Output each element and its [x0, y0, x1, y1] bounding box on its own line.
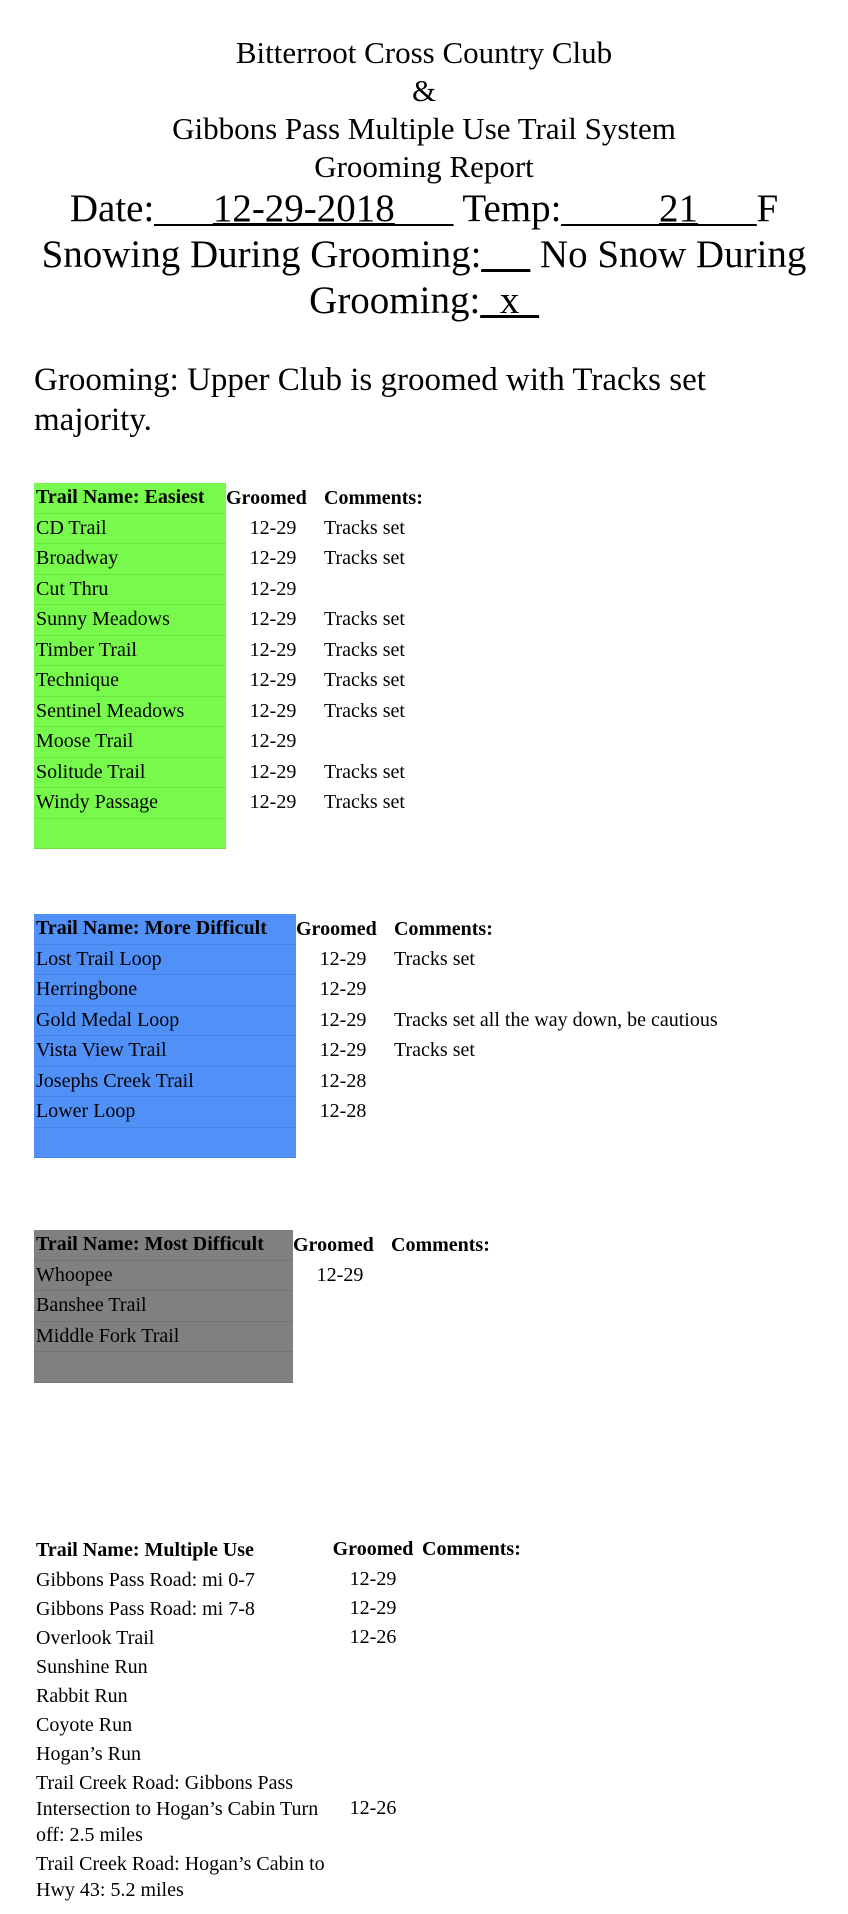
table-row — [34, 818, 423, 849]
most-difficult-rows — [34, 1260, 490, 1382]
table-row — [34, 1127, 718, 1158]
comment-cell: Tracks set — [324, 608, 405, 631]
comment-cell — [320, 574, 423, 605]
groomed-date-cell: 12-29 — [249, 577, 297, 600]
temp-value: 21 — [658, 187, 698, 230]
table-row — [34, 605, 423, 636]
table-row — [34, 544, 423, 575]
table-header-row — [34, 1230, 490, 1260]
trail-name-cell: Cut Thru — [34, 574, 226, 605]
table-row — [34, 1291, 490, 1322]
more-difficult-section — [34, 914, 718, 1158]
trail-name-cell — [34, 1127, 296, 1158]
comment-cell — [420, 1594, 521, 1623]
comment-cell — [320, 727, 423, 758]
groomed-date-cell — [293, 1321, 387, 1352]
groomed-date-cell: 12-29 — [319, 1039, 367, 1062]
trail-name-cell: Hogan’s Run — [36, 1742, 141, 1765]
club-name: Bitterroot Cross Country Club — [235, 35, 613, 70]
groomed-date-cell: 12-29 — [349, 1597, 397, 1619]
comment-cell — [387, 1291, 490, 1322]
groomed-header: Groomed — [296, 917, 377, 940]
snow-condition-line — [0, 232, 848, 324]
table-row — [34, 975, 718, 1006]
comments-header: Comments: — [324, 486, 423, 509]
comment-cell — [390, 975, 718, 1006]
trail-name-cell: Gold Medal Loop — [34, 1005, 296, 1036]
trail-name-cell: Vista View Trail — [34, 1036, 296, 1067]
trail-name-cell: Banshee Trail — [34, 1291, 293, 1322]
groomed-date-cell: 12-29 — [249, 608, 297, 631]
groomed-header: Groomed — [332, 1538, 414, 1561]
comment-cell — [387, 1352, 490, 1383]
temp-label: ___ Temp:_____ — [394, 187, 659, 230]
groomed-date-cell — [326, 1710, 420, 1739]
comment-cell — [420, 1768, 521, 1849]
groomed-date-cell: 12-29 — [249, 760, 297, 783]
groomed-date-cell — [326, 1849, 420, 1904]
table-row — [34, 1352, 490, 1383]
trail-name-cell: Middle Fork Trail — [34, 1321, 293, 1352]
trail-name-cell: Herringbone — [34, 975, 296, 1006]
trail-system-name: Gibbons Pass Multiple Use Trail System — [172, 111, 676, 146]
date-label: Date:___ — [69, 187, 213, 230]
groomed-date-cell: 12-29 — [249, 730, 297, 753]
trail-name-cell: Coyote Run — [36, 1713, 133, 1736]
comment-cell: Tracks set — [324, 516, 405, 539]
trail-name-cell: Broadway — [34, 544, 226, 575]
table-row — [34, 1097, 718, 1128]
table-row — [34, 513, 423, 544]
trail-name-cell: Whoopee — [34, 1260, 293, 1291]
groomed-date-cell: 12-29 — [249, 699, 297, 722]
table-row — [34, 1710, 521, 1739]
trail-name-cell: Rabbit Run — [36, 1684, 128, 1707]
report-header — [0, 0, 848, 324]
groomed-date-cell: 12-28 — [319, 1069, 367, 1092]
groomed-header: Groomed — [226, 486, 307, 509]
groomed-date-cell: 12-29 — [249, 638, 297, 661]
trail-name-cell: Gibbons Pass Road: mi 7-8 — [36, 1597, 255, 1620]
table-row — [34, 1321, 490, 1352]
trail-name-header: Trail Name: Multiple Use — [36, 1538, 254, 1561]
table-row — [34, 1066, 718, 1097]
comment-cell — [390, 1066, 718, 1097]
trail-name-cell — [34, 1352, 293, 1383]
trail-name-cell: Trail Creek Road: Hogan’s Cabin to Hwy 43: 5.2 miles — [36, 1852, 325, 1901]
groomed-date-cell — [293, 1291, 387, 1322]
groomed-date-cell — [296, 1127, 390, 1158]
snowing-label: Snowing During Grooming: — [41, 233, 482, 276]
trail-name-cell: Sunshine Run — [36, 1655, 148, 1678]
table-header-row — [34, 483, 423, 513]
comment-cell — [320, 818, 423, 849]
table-row — [34, 696, 423, 727]
trail-name-cell: Sunny Meadows — [34, 605, 226, 636]
ampersand: & — [411, 73, 437, 108]
comment-cell — [420, 1623, 521, 1652]
comments-header: Comments: — [394, 917, 493, 940]
table-row — [34, 1849, 521, 1904]
table-row — [34, 1623, 521, 1652]
trail-name-cell: Trail Creek Road: Gibbons Pass Intersection to Hogan’s Cabin Turn off: 2.5 miles — [36, 1771, 319, 1846]
snowing-value: _ _ — [481, 233, 531, 276]
trail-name-header: Trail Name: Easiest — [34, 483, 226, 513]
groomed-date-cell — [326, 1681, 420, 1710]
comment-cell — [387, 1321, 490, 1352]
comment-cell: Tracks set — [324, 669, 405, 692]
trail-name-cell: Overlook Trail — [36, 1626, 155, 1649]
report-title: Grooming Report — [314, 149, 534, 184]
table-row — [34, 944, 718, 975]
easiest-table — [34, 483, 423, 849]
more-difficult-rows — [34, 944, 718, 1158]
grooming-summary: Grooming: Upper Club is groomed with Tracks set majority. — [34, 362, 706, 438]
groomed-date-cell: 12-29 — [249, 516, 297, 539]
most-difficult-section — [34, 1230, 490, 1383]
trail-name-cell: Moose Trail — [34, 727, 226, 758]
table-row — [34, 757, 423, 788]
date-temp-line — [0, 186, 848, 232]
trail-name-cell: Lower Loop — [34, 1097, 296, 1128]
trail-name-cell: CD Trail — [34, 513, 226, 544]
comments-header: Comments: — [391, 1233, 490, 1256]
table-row — [34, 1739, 521, 1768]
most-difficult-table — [34, 1230, 490, 1383]
comment-cell: Tracks set — [324, 699, 405, 722]
trail-name-cell: Windy Passage — [34, 788, 226, 819]
groomed-date-cell: 12-29 — [319, 978, 367, 1001]
more-difficult-table — [34, 914, 718, 1158]
comment-cell — [390, 1097, 718, 1128]
table-header-row — [34, 914, 718, 944]
multiple-use-section — [34, 1535, 521, 1904]
groomed-date-cell: 12-29 — [249, 669, 297, 692]
table-row — [34, 788, 423, 819]
table-row — [34, 1260, 490, 1291]
trail-name-cell: Josephs Creek Trail — [34, 1066, 296, 1097]
comment-cell: Tracks set all the way down, be cautious — [394, 1008, 718, 1031]
table-row — [34, 1036, 718, 1067]
groomed-date-cell — [326, 1739, 420, 1768]
trail-name-cell: Sentinel Meadows — [34, 696, 226, 727]
groomed-date-cell: 12-29 — [319, 947, 367, 970]
no-snow-label: No Snow During Grooming: — [309, 233, 807, 322]
table-header-row — [34, 1535, 521, 1565]
comment-cell: Tracks set — [394, 947, 475, 970]
groomed-header: Groomed — [293, 1233, 374, 1256]
trail-name-header: Trail Name: More Difficult — [34, 914, 296, 944]
comment-cell — [420, 1739, 521, 1768]
temp-unit: ___F — [697, 187, 779, 230]
groomed-date-cell: 12-29 — [349, 1568, 397, 1590]
groomed-date-cell: 12-29 — [249, 547, 297, 570]
multiple-use-table — [34, 1535, 521, 1904]
groomed-date-cell — [293, 1352, 387, 1383]
groomed-date-cell: 12-28 — [319, 1100, 367, 1123]
comment-cell: Tracks set — [324, 547, 405, 570]
table-row — [34, 1005, 718, 1036]
table-row — [34, 574, 423, 605]
groomed-date-cell: 12-29 — [319, 1008, 367, 1031]
table-row — [34, 1565, 521, 1594]
table-row — [34, 1652, 521, 1681]
comments-header: Comments: — [422, 1538, 521, 1561]
comment-cell: Tracks set — [324, 791, 405, 814]
groomed-date-cell: 12-29 — [249, 791, 297, 814]
trail-name-cell: Technique — [34, 666, 226, 697]
trail-name-cell: Timber Trail — [34, 635, 226, 666]
date-value: 12-29-2018 — [212, 187, 395, 230]
groomed-date-cell: 12-26 — [349, 1626, 397, 1648]
trail-name-header: Trail Name: Most Difficult — [34, 1230, 293, 1260]
multiple-use-rows — [34, 1565, 521, 1904]
groomed-date-cell: 12-26 — [349, 1797, 397, 1819]
comment-cell — [420, 1652, 521, 1681]
groomed-date-cell — [326, 1652, 420, 1681]
comment-cell — [420, 1710, 521, 1739]
table-row — [34, 1594, 521, 1623]
comment-cell — [387, 1260, 490, 1291]
table-row — [34, 635, 423, 666]
table-row — [34, 727, 423, 758]
no-snow-value: _x_ — [480, 279, 539, 322]
trail-name-cell: Solitude Trail — [34, 757, 226, 788]
comment-cell — [420, 1565, 521, 1594]
trail-name-cell: Gibbons Pass Road: mi 0-7 — [36, 1568, 255, 1591]
trail-name-cell — [34, 818, 226, 849]
groomed-date-cell — [226, 818, 320, 849]
groomed-date-cell: 12-29 — [316, 1263, 364, 1286]
comment-cell — [420, 1849, 521, 1904]
comment-cell: Tracks set — [394, 1039, 475, 1062]
easiest-rows — [34, 513, 423, 849]
trail-name-cell: Lost Trail Loop — [34, 944, 296, 975]
table-row — [34, 1768, 521, 1849]
comment-cell: Tracks set — [324, 638, 405, 661]
easiest-section — [34, 483, 423, 849]
comment-cell: Tracks set — [324, 760, 405, 783]
comment-cell — [390, 1127, 718, 1158]
table-row — [34, 666, 423, 697]
comment-cell — [420, 1681, 521, 1710]
table-row — [34, 1681, 521, 1710]
